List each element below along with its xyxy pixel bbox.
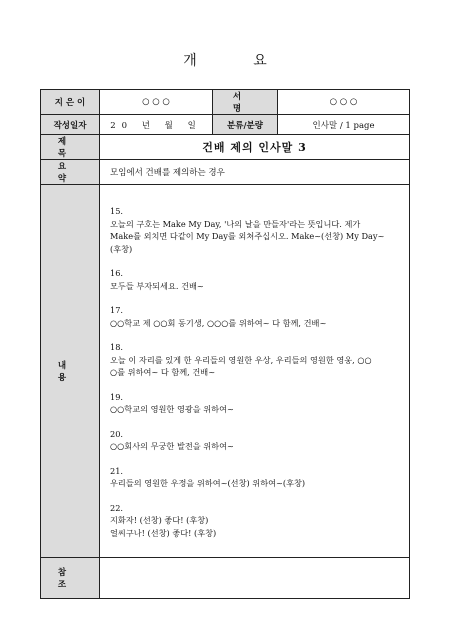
content-item: 21. 우리들의 영원한 우정을 위하여~(선창) 위하여~(후창) — [110, 465, 306, 488]
signature-value: ○ ○ ○ — [278, 90, 410, 115]
page-title: 개 요 — [183, 53, 293, 69]
date-value: 20 년 월 일 — [100, 115, 213, 135]
signature-label: 서 명 — [213, 90, 278, 115]
content-label: 내 용 — [41, 185, 100, 558]
subject-label: 제 목 — [41, 135, 100, 160]
author-value: ○ ○ ○ — [100, 90, 213, 115]
content-body — [100, 185, 410, 558]
content-item: 15. 오늘의 구호는 Make My Day, '나의 날을 만들자'라는 뜻입니다. 제가 Make를 외치면 다같이 My Day를 외쳐주십시오. Make~(선창) My Day~ (후창) — [110, 206, 385, 254]
overview-table — [40, 89, 410, 599]
content-item: 22. 지화자! (선창) 좋다! (후창) 얼씨구나! (선창) 좋다! (후창) — [110, 502, 217, 538]
subject-value: 건배 제의 인사말 3 — [100, 135, 410, 160]
date-label: 작성일자 — [41, 115, 100, 135]
content-item: 17. ○○학교 제 ○○회 동기생, ○○○를 위하여~ 다 함께, 건배~ — [110, 305, 327, 328]
content-item: 18. 오늘 이 자리를 있게 한 우리들의 영원한 우상, 우리들의 영원한 영웅, ○○ ○를 위하여~ 다 함께, 건배~ — [110, 342, 372, 377]
summary-value: 모임에서 건배를 제의하는 경우 — [100, 160, 410, 185]
content-item: 16. 모두들 부자되세요. 건배~ — [110, 268, 204, 291]
category-value: 인사말 / 1 page — [278, 115, 410, 135]
category-label: 분류/분량 — [213, 115, 278, 135]
content-item: 20. ○○회사의 무궁한 발전을 위하여~ — [110, 428, 234, 451]
reference-value — [100, 558, 410, 599]
author-label: 지 은 이 — [41, 90, 100, 115]
content-item: 19. ○○학교의 영원한 영광을 위하여~ — [110, 391, 234, 414]
reference-label: 참 조 — [41, 558, 100, 599]
summary-label: 요 약 — [41, 160, 100, 185]
